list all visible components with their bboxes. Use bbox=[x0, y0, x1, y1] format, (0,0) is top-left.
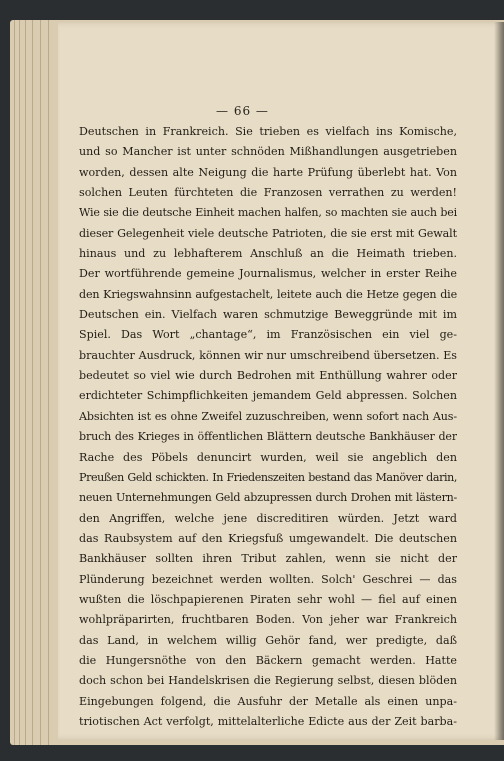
page-edge-line bbox=[19, 20, 20, 745]
text-line: Eingebungen folgend, die Ausfuhr der Metalle als einen unpa- bbox=[79, 694, 457, 708]
text-line: den Kriegswahnsinn aufgestachelt, leitete auch die Hetze gegen die bbox=[79, 287, 457, 301]
page-edge-line bbox=[14, 20, 15, 745]
text-line: bruch des Krieges in öffentlichen Blättern deutsche Bankhäuser der bbox=[79, 430, 457, 444]
text-line: Plünderung bezeichnet werden wollten. Solch' Geschrei — das bbox=[79, 572, 457, 586]
text-line: worden, dessen alte Neigung die harte Prüfung überlebt hat. Von bbox=[79, 165, 457, 179]
body-text bbox=[79, 122, 457, 732]
text-line: bedeutet so viel wie durch Bedrohen mit Enthüllung wahrer oder bbox=[79, 369, 457, 383]
text-line: neuen Unternehmungen Geld abzupressen durch Drohen mit lästern- bbox=[79, 491, 457, 505]
text-line: triotischen Act verfolgt, mittelalterliche Edicte aus der Zeit barba- bbox=[79, 714, 457, 728]
text-line: hinaus und zu lebhafterem Anschluß an die Heimath trieben. bbox=[79, 247, 457, 261]
text-line: Der wortführende gemeine Journalismus, welcher in erster Reihe bbox=[79, 267, 457, 281]
text-line: Preußen Geld schickten. In Friedenszeiten bestand das Manöver darin, bbox=[79, 470, 457, 484]
text-line: den Angriffen, welche jene discreditiren würden. Jetzt ward bbox=[79, 511, 457, 525]
text-line: Spiel. Das Wort „chantage“, im Französischen ein viel ge- bbox=[79, 328, 457, 342]
text-line: erdichteter Schimpflichkeiten jemandem Geld abpressen. Solchen bbox=[79, 389, 457, 403]
text-line: doch schon bei Handelskrisen die Regierung selbst, diesen blöden bbox=[79, 674, 457, 688]
text-line: Rache des Pöbels denuncirt wurden, weil sie angeblich den bbox=[79, 450, 457, 464]
text-line: Bankhäuser sollten ihren Tribut zahlen, wenn sie nicht der bbox=[79, 552, 457, 566]
text-line: wohlpräparirten, fruchtbaren Boden. Von jeher war Frankreich bbox=[79, 613, 457, 627]
text-line: das Raubsystem auf den Kriegsfuß umgewandelt. Die deutschen bbox=[79, 531, 457, 545]
text-line: brauchter Ausdruck, können wir nur umschreibend übersetzen. Es bbox=[79, 348, 457, 362]
text-line: die Hungersnöthe von den Bäckern gemacht werden. Hatte bbox=[79, 653, 457, 667]
text-line: das Land, in welchem willig Gehör fand, wer predigte, daß bbox=[79, 633, 457, 647]
text-line: Deutschen ein. Vielfach waren schmutzige Beweggründe mit im bbox=[79, 308, 457, 322]
page-edge-line bbox=[25, 20, 26, 745]
page-number: — 66 — bbox=[216, 104, 269, 118]
text-line: Deutschen in Frankreich. Sie trieben es vielfach ins Komische, bbox=[79, 125, 457, 138]
text-line: wußten die löschpapierenen Piraten sehr wohl — fiel auf einen bbox=[79, 592, 457, 606]
page-edge-line bbox=[48, 20, 49, 745]
text-line: Wie sie die deutsche Einheit machen halfen, so machten sie auch bei bbox=[79, 206, 457, 220]
text-line: und so Mancher ist unter schnöden Mißhandlungen ausgetrieben bbox=[79, 145, 457, 159]
page-edge-line bbox=[40, 20, 41, 745]
text-line: Absichten ist es ohne Zweifel zuzuschreiben, wenn sofort nach Aus- bbox=[79, 409, 457, 423]
text-line: dieser Gelegenheit viele deutsche Patrioten, die sie erst mit Gewalt bbox=[79, 226, 457, 240]
binding-shadow bbox=[494, 22, 504, 740]
text-line: solchen Leuten fürchteten die Franzosen verrathen zu werden! bbox=[79, 186, 457, 200]
page-edge-line bbox=[32, 20, 33, 745]
